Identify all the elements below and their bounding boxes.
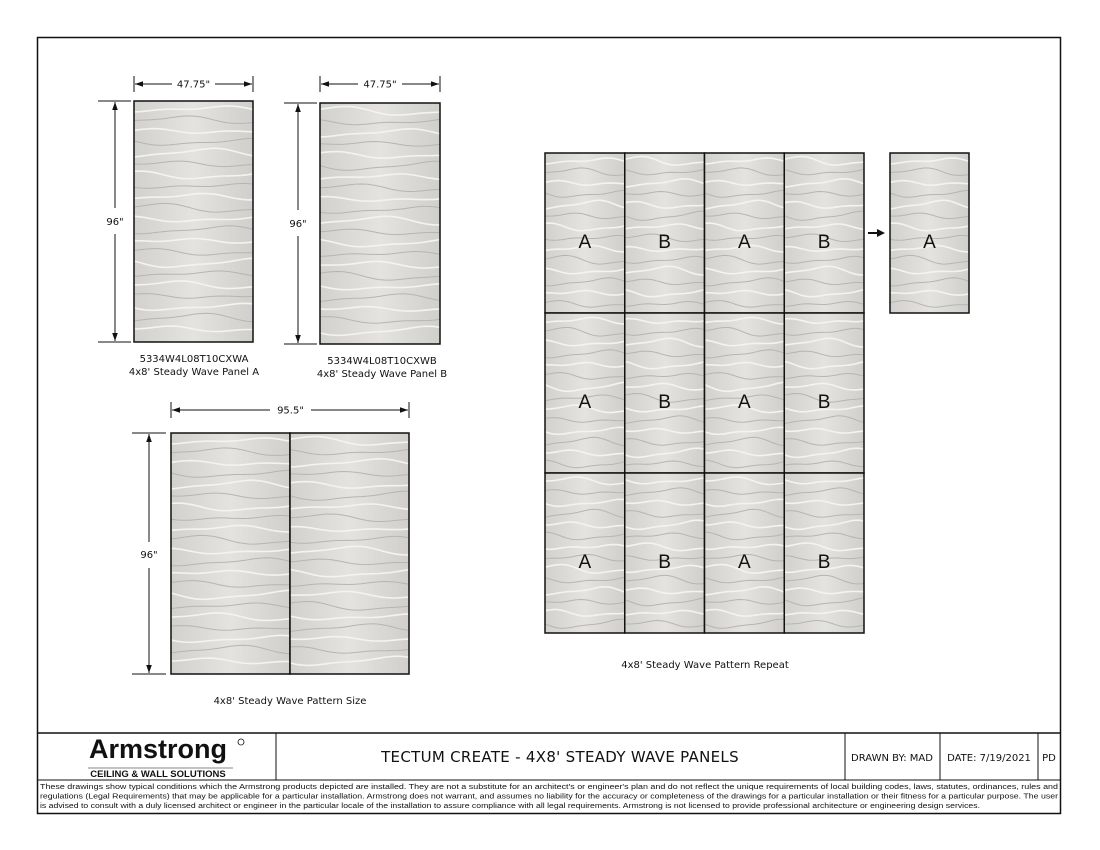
repeat-panel-label: B [817,392,831,413]
drawing-date: DATE: 7/19/2021 [947,753,1031,764]
repeat-panel-label: B [817,232,831,253]
repeat-panel-a [545,153,625,313]
panel-a-face [134,101,253,342]
pattern-size-panel-a [171,433,290,674]
pattern-height-dimension [132,433,166,674]
drawing-title: TECTUM CREATE - 4X8' STEADY WAVE PANELS [381,748,739,766]
panel-b-height-label: 96" [289,219,307,230]
repeat-panel-b [784,473,864,633]
repeat-next-panel-face [890,153,969,313]
repeat-next-label: A [923,232,936,253]
disclaimer-line-2: regulations (Legal Requirements) that may be applicable for a particular installation. Armstrong does not warrant, and assumes no liability for the accuracy or completeness of the drawings for a particular installation or their fitness for a particular purpose. The user [40,793,1059,801]
pattern-size-drawing [171,433,409,674]
panel-b-part-number: 5334W4L08T10CXWB [327,356,437,367]
repeat-panel-a [705,313,785,473]
pattern-size-caption: 4x8' Steady Wave Pattern Size [213,696,367,707]
pattern-size-panel-b [290,433,409,674]
repeat-panel-b [784,313,864,473]
repeat-panel-label: A [578,552,592,573]
armstrong-logo [88,734,244,780]
repeat-panel-a [545,473,625,633]
repeat-panel-label: B [658,232,671,253]
panel-b-width-dimension [320,76,440,92]
repeat-panel-label: A [738,392,751,413]
panel-a-drawing [134,101,253,342]
panel-b-drawing [320,103,440,344]
panel-b-face [320,103,440,344]
repeat-panel-a [705,153,785,313]
repeat-panel-label: B [658,552,671,573]
panel-a-part-number: 5334W4L08T10CXWA [139,354,249,365]
pattern-height-label: 96" [140,550,158,561]
repeat-panel-label: A [738,552,751,573]
disclaimer-line-3: is advised to consult with a duly licensed architect or engineer in the particular locale of the installation to assure compliance with all legal requirements. Armstrong is not licensed to provide professional architecture or engineering design services. [40,803,981,810]
brand-tagline: CEILING & WALL SOLUTIONS [90,769,226,780]
repeat-panel-label: B [658,392,671,413]
repeat-panel-a [545,313,625,473]
pattern-width-dimension [171,402,409,418]
repeat-panel-label: A [578,392,592,413]
panel-a-width-dimension [134,76,253,92]
drawn-by: DRAWN BY: MAD [851,753,933,764]
pattern-repeat-caption: 4x8' Steady Wave Pattern Repeat [621,660,789,671]
repeat-panel-b [625,313,705,473]
pattern-width-label: 95.5" [277,405,304,417]
brand-name: Armstrong [88,734,228,764]
panel-b-height-dimension [284,103,317,344]
repeat-panel-label: A [738,232,751,253]
pattern-repeat-grid [545,153,864,633]
repeat-panel-label: A [578,232,592,253]
panel-a-name: 4x8' Steady Wave Panel A [128,367,260,378]
repeat-arrow-icon [868,229,885,237]
disclaimer-line-1: These drawings show typical conditions which the Armstrong products depicted are installed. They are not a substitute for an architect's or engineer's plan and do not reflect the unique requirements of local building codes, laws, statutes, ordinances, rules and [40,784,1059,791]
panel-b-name: 4x8' Steady Wave Panel B [316,369,448,380]
registered-mark-icon [238,739,244,745]
panel-b-width-label: 47.75" [363,79,397,91]
repeat-panel-b [625,153,705,313]
disclaimer [40,784,1059,810]
title-block [38,733,1060,780]
repeat-panel-b [784,153,864,313]
drawing-code: PD [1042,753,1056,764]
repeat-next-panel [890,153,969,313]
panel-a-height-dimension [98,101,131,342]
repeat-panel-b [625,473,705,633]
panel-a-height-label: 96" [106,217,124,228]
repeat-panel-label: B [817,552,831,573]
panel-a-width-label: 47.75" [176,79,211,91]
repeat-panel-a [705,473,785,633]
